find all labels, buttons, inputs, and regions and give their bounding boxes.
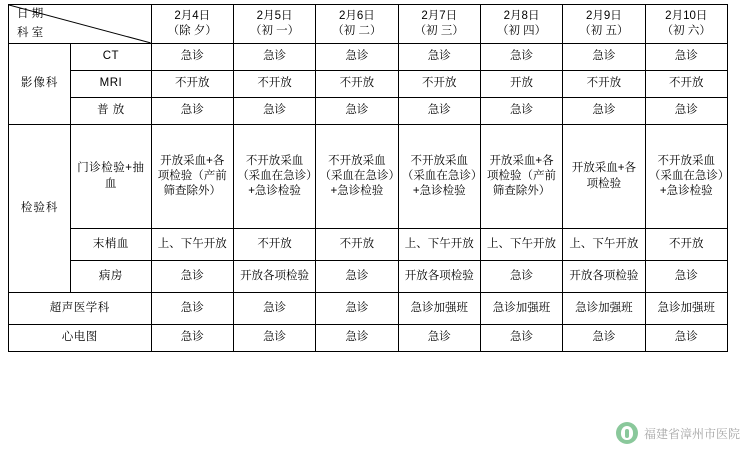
cell-ward-1: 急诊 (151, 261, 233, 293)
row-label-radiography: 普 放 (71, 98, 151, 125)
header-lunar-4: （初 三） (414, 25, 464, 37)
column-header-day-1 (151, 5, 233, 44)
cell-mri-2: 不开放 (233, 71, 315, 98)
table-row (9, 125, 728, 229)
cell-ecg-1: 急诊 (151, 325, 233, 352)
corner-header-cell (9, 5, 152, 44)
table-row (9, 293, 728, 325)
cell-mri-3: 不开放 (316, 71, 398, 98)
cell-ct-1: 急诊 (151, 44, 233, 71)
cell-ultrasound-5: 急诊加强班 (480, 293, 562, 325)
cell-mri-4: 不开放 (398, 71, 480, 98)
row-label-ct: CT (71, 44, 151, 71)
column-header-day-5 (480, 5, 562, 44)
table-header-row (9, 5, 728, 44)
cell-peripheral-blood-5: 上、下午开放 (480, 229, 562, 261)
header-lunar-5: （初 四） (496, 25, 547, 37)
row-label-outpatient-lab: 门诊检验+抽血 (71, 125, 151, 229)
cell-ct-6: 急诊 (563, 44, 645, 71)
cell-ultrasound-7: 急诊加强班 (645, 293, 727, 325)
holiday-schedule-table (8, 4, 728, 352)
cell-peripheral-blood-4: 上、下午开放 (398, 229, 480, 261)
header-date-5: 2月8日 (503, 9, 540, 22)
watermark-text: 福建省漳州市医院 (643, 426, 740, 441)
cell-mri-7: 不开放 (645, 71, 727, 98)
cell-ward-4: 开放各项检验 (398, 261, 480, 293)
cell-ecg-4: 急诊 (398, 325, 480, 352)
header-lunar-1: （除 夕） (167, 25, 217, 37)
cell-outpatient-lab-3: 不开放采血（采血在急诊）+急诊检验 (316, 125, 398, 229)
group-label-laboratory: 检验科 (9, 125, 71, 293)
cell-ward-5: 急诊 (480, 261, 562, 293)
column-header-day-4 (398, 5, 480, 44)
cell-outpatient-lab-7: 不开放采血（采血在急诊）+急诊检验 (645, 125, 727, 229)
cell-radiography-6: 急诊 (563, 98, 645, 125)
cell-ward-7: 急诊 (645, 261, 727, 293)
department-axis-label: 科 室 (17, 26, 44, 39)
cell-peripheral-blood-2: 不开放 (233, 229, 315, 261)
header-lunar-6: （初 五） (579, 25, 629, 37)
cell-ecg-5: 急诊 (480, 325, 562, 352)
cell-peripheral-blood-6: 上、下午开放 (563, 229, 645, 261)
cell-outpatient-lab-2: 不开放采血（采血在急诊）+急诊检验 (233, 125, 315, 229)
cell-radiography-1: 急诊 (151, 98, 233, 125)
watermark (616, 422, 740, 444)
row-label-ultrasound: 超声医学科 (9, 293, 152, 325)
cell-ecg-2: 急诊 (233, 325, 315, 352)
cell-ultrasound-3: 急诊 (316, 293, 398, 325)
cell-peripheral-blood-1: 上、下午开放 (151, 229, 233, 261)
cell-outpatient-lab-6: 开放采血+各项检验 (563, 125, 645, 229)
cell-radiography-3: 急诊 (316, 98, 398, 125)
header-date-1: 2月4日 (174, 9, 211, 22)
cell-ct-3: 急诊 (316, 44, 398, 71)
cell-ward-6: 开放各项检验 (563, 261, 645, 293)
cell-mri-6: 不开放 (563, 71, 645, 98)
header-date-7: 2月10日 (665, 9, 708, 22)
cell-radiography-5: 急诊 (480, 98, 562, 125)
cell-ecg-7: 急诊 (645, 325, 727, 352)
leaf-logo-icon (616, 422, 638, 444)
cell-radiography-2: 急诊 (233, 98, 315, 125)
cell-peripheral-blood-7: 不开放 (645, 229, 727, 261)
column-header-day-6 (563, 5, 645, 44)
cell-ct-4: 急诊 (398, 44, 480, 71)
cell-ultrasound-1: 急诊 (151, 293, 233, 325)
table-row (9, 71, 728, 98)
row-label-peripheral-blood: 末梢血 (71, 229, 151, 261)
header-lunar-2: （初 一） (249, 25, 300, 37)
column-header-day-3 (316, 5, 398, 44)
table-row (9, 229, 728, 261)
table-row (9, 44, 728, 71)
header-lunar-7: （初 六） (661, 25, 711, 37)
row-label-ward: 病房 (71, 261, 151, 293)
header-lunar-3: （初 二） (332, 25, 382, 37)
column-header-day-7 (645, 5, 727, 44)
cell-ultrasound-6: 急诊加强班 (563, 293, 645, 325)
table-row (9, 325, 728, 352)
cell-ultrasound-4: 急诊加强班 (398, 293, 480, 325)
header-date-2: 2月5日 (256, 9, 293, 22)
table-row (9, 98, 728, 125)
schedule-sheet (8, 4, 728, 352)
header-date-3: 2月6日 (339, 9, 375, 22)
cell-outpatient-lab-4: 不开放采血（采血在急诊）+急诊检验 (398, 125, 480, 229)
row-label-ecg: 心电图 (9, 325, 152, 352)
cell-ultrasound-2: 急诊 (233, 293, 315, 325)
cell-outpatient-lab-5: 开放采血+各项检验（产前筛查除外） (480, 125, 562, 229)
date-axis-label: 日 期 (17, 8, 44, 20)
header-date-6: 2月9日 (585, 9, 622, 22)
cell-ward-2: 开放各项检验 (233, 261, 315, 293)
cell-ct-5: 急诊 (480, 44, 562, 71)
group-label-imaging: 影像科 (9, 44, 71, 125)
cell-radiography-7: 急诊 (645, 98, 727, 125)
cell-radiography-4: 急诊 (398, 98, 480, 125)
cell-peripheral-blood-3: 不开放 (316, 229, 398, 261)
cell-outpatient-lab-1: 开放采血+各项检验（产前筛查除外） (151, 125, 233, 229)
cell-ct-7: 急诊 (645, 44, 727, 71)
cell-ct-2: 急诊 (233, 44, 315, 71)
table-row (9, 261, 728, 293)
cell-ecg-6: 急诊 (563, 325, 645, 352)
cell-ecg-3: 急诊 (316, 325, 398, 352)
header-date-4: 2月7日 (421, 9, 458, 22)
row-label-mri: MRI (71, 71, 151, 98)
cell-mri-5: 开放 (480, 71, 562, 98)
cell-ward-3: 急诊 (316, 261, 398, 293)
cell-mri-1: 不开放 (151, 71, 233, 98)
column-header-day-2 (233, 5, 315, 44)
